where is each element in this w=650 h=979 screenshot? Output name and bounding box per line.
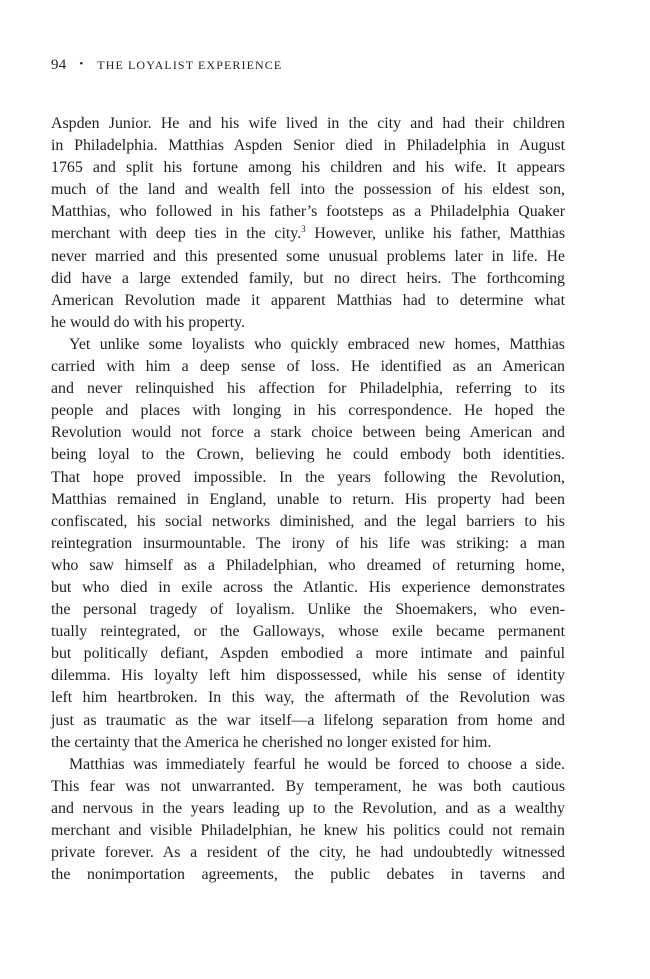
line-text: That hope proved impossible. In the years following the Revolution, [51,468,565,486]
text-line [51,710,565,732]
running-head [51,57,282,77]
line-text: and nervous in the years leading up to the Revolution, and as a wealthy [51,799,565,817]
text-line [51,400,565,422]
line-text: but politically defiant, Aspden embodied a more intimate and painful [51,645,565,663]
line-text: being loyal to the Crown, believing he could embody both identities. [51,446,565,464]
text-line [51,201,565,223]
line-text: Yet unlike some loyalists who quickly embraced new homes, Matthias [69,335,565,353]
line-text: the personal tragedy of loyalism. Unlike the Shoemakers, who even- [51,601,565,619]
line-text: people and places with longing in his correspondence. He hoped the [51,402,565,420]
footnote-marker: 3 [301,224,306,235]
line-text: just as traumatic as the war itself—a lifelong separation from home and [51,711,565,729]
line-text: and never relinquished his affection for Philadelphia, referring to its [51,380,565,398]
bullet-separator: • [79,58,84,70]
line-text: the nonimportation agreements, the public debates in taverns and [51,866,565,884]
text-line [51,621,565,643]
text-line [51,665,565,687]
text-line [51,290,565,312]
text-line [51,842,565,864]
text-line [51,378,565,400]
text-line [51,820,565,842]
line-text: reintegration insurmountable. The irony of his life was striking: a man [51,534,565,552]
line-text: in Philadelphia. Matthias Aspden Senior died in Philadelphia in August [51,137,565,155]
text-line [51,356,565,378]
text-line [51,511,565,533]
line-text: This fear was not unwarranted. By temperament, he was both cautious [51,777,565,795]
line-text: tually reintegrated, or the Galloways, whose exile became permanent [51,623,565,641]
line-text: he would do with his property. [51,313,246,331]
line-text: 1765 and split his fortune among his children and his wife. It appears [51,159,565,177]
line-text: did have a large extended family, but no direct heirs. The forthcoming [51,269,565,287]
line-text: Matthias was immediately fearful he would be forced to choose a side. [69,755,565,773]
text-line [51,687,565,709]
text-line [51,135,565,157]
line-text: who saw himself as a Philadelphian, who dreamed of returning home, [51,556,565,574]
line-text: Revolution would not force a stark choice between being American and [51,424,565,442]
line-text: but who died in exile across the Atlantic. His experience demonstrates [51,578,565,596]
line-text: never married and this presented some unusual problems later in life. He [51,247,565,265]
text-line [51,599,565,621]
text-line [51,776,565,798]
text-line [51,223,565,245]
line-text: the certainty that the America he cherished no longer existed for him. [51,733,492,751]
text-line [51,555,565,577]
line-text: American Revolution made it apparent Matthias had to determine what [51,291,565,309]
line-text: merchant with deep ties in the city. [51,225,302,243]
line-text: private forever. As a resident of the city, he had undoubtedly witnessed [51,844,565,862]
text-line [51,798,565,820]
page-number: 94 [51,57,67,73]
line-text: Aspden Junior. He and his wife lived in the city and had their children [51,115,565,132]
running-title: THE LOYALIST EXPERIENCE [97,58,283,72]
text-line [51,533,565,555]
text-line [51,643,565,665]
line-text: merchant and visible Philadelphian, he knew his politics could not remain [51,822,565,839]
line-text: Matthias remained in England, unable to return. His property had been [51,490,565,508]
text-line [51,754,565,776]
text-line [51,334,565,356]
line-text: much of the land and wealth fell into the possession of his eldest son, [51,181,565,199]
text-line [51,268,565,290]
text-line [51,157,565,179]
text-line [51,179,565,201]
text-line [51,577,565,599]
text-line [51,312,565,334]
line-text-continued: However, unlike his father, Matthias [305,225,565,243]
text-line [51,467,565,489]
text-line [51,489,565,511]
text-line [51,422,565,444]
text-line [51,246,565,268]
line-text: dilemma. His loyalty left him dispossessed, while his sense of identity [51,667,565,685]
body-text [51,113,565,886]
text-line [51,864,565,886]
line-text: carried with him a deep sense of loss. He identified as an American [51,358,565,376]
text-line [51,444,565,466]
line-text: left him heartbroken. In this way, the aftermath of the Revolution was [51,689,565,707]
line-text: Matthias, who followed in his father’s footsteps as a Philadelphia Quaker [51,203,565,221]
text-line [51,113,565,135]
text-line [51,732,565,754]
line-text: confiscated, his social networks diminished, and the legal barriers to his [51,512,565,530]
